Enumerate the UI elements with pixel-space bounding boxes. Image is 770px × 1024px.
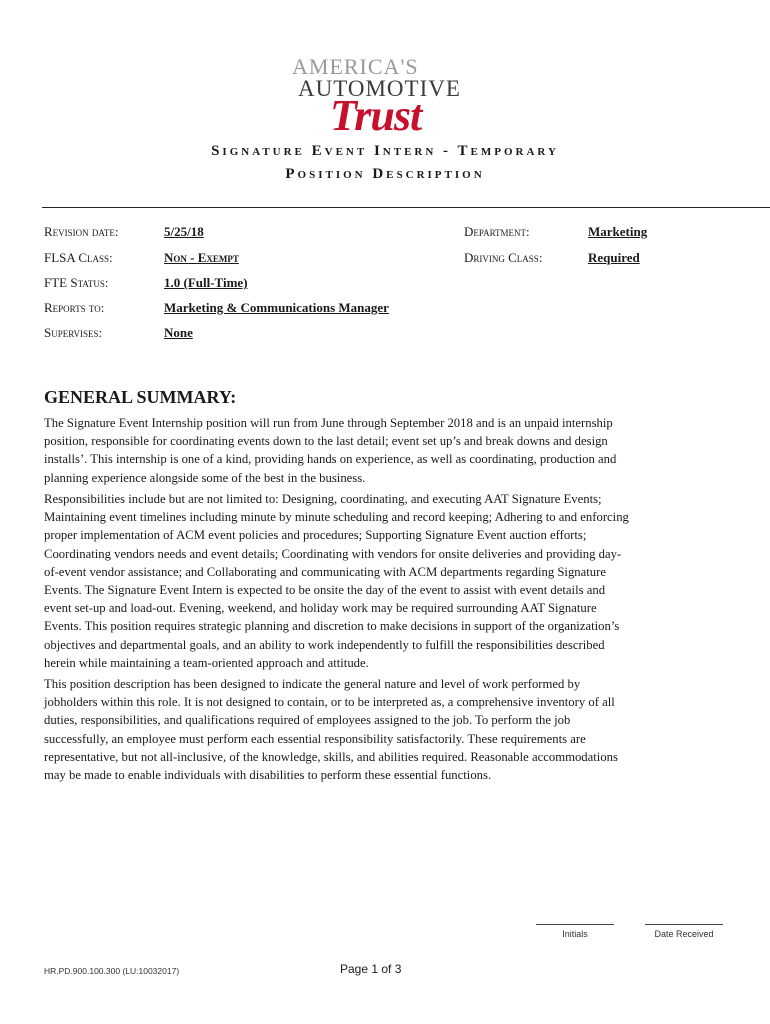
paragraph-line: of-event vendor assistance; and Collaborating and communicating with ACM departments regarding Signature (44, 564, 606, 579)
paragraph-line: planning experience alongside some of the best in the business. (44, 470, 366, 485)
paragraph-line: event set-up and load-out. Evening, weekend, and holiday work may be required surrounding AAT Signature (44, 601, 597, 616)
supervises-value: None (164, 325, 193, 340)
paragraph-line: successfully, an employee must perform each essential responsibility satisfactorily. These requirements are (44, 731, 586, 746)
paragraph-line: Maintaining event timelines including minute by minute scheduling and record keeping; Adhering to and enforcing (44, 510, 629, 525)
general-summary-heading: GENERAL SUMMARY: (44, 387, 237, 407)
driving-class-label: Driving Class: (464, 250, 543, 265)
logo-line-automotive: AUTOMOTIVE (298, 76, 461, 101)
paragraph-line: Responsibilities include but are not limited to: Designing, coordinating, and executing AAT Signature Events; (44, 492, 602, 506)
paragraph-line: Coordinating vendors needs and event details; Coordinating with vendors for onsite deliveries and providing day- (44, 546, 622, 561)
page-number: Page 1 of 3 (340, 962, 402, 976)
paragraph-line: installs’. This internship is one of a kind, providing hands on experience, as well as coordinating, production and (44, 452, 617, 467)
reports-to-label: Reports to: (44, 300, 105, 315)
summary-paragraph-1 (44, 414, 716, 487)
flsa-class-label: FLSA Class: (44, 250, 113, 265)
department-value: Marketing (588, 224, 648, 239)
date-received-line (645, 924, 723, 925)
paragraph-line: position, responsible for coordinating events down to the last detail; event set up’s and break downs and design (44, 434, 608, 449)
paragraph-line: duties, responsibilities, and qualifications required of employees assigned to the job. To perform the job (44, 713, 571, 728)
logo-line-americas: AMERICA'S (292, 54, 419, 79)
paragraph-line: Events. This position requires strategic planning and discretion to make decisions in support of the organization’s (44, 619, 620, 634)
revision-date-value: 5/25/18 (164, 224, 204, 239)
initials-label: Initials (562, 929, 588, 939)
logo-line-trust: Trust (330, 91, 422, 140)
date-received-field[interactable] (645, 924, 723, 944)
document-title-line2: Position Description (285, 166, 485, 182)
initials-field[interactable] (536, 924, 614, 944)
header-divider (42, 207, 770, 208)
reports-to-value: Marketing & Communications Manager (164, 300, 389, 315)
date-received-label: Date Received (654, 929, 714, 939)
summary-paragraph-2 (44, 490, 716, 672)
paragraph-line: Events. The Signature Event Intern is expected to be onsite the day of the event to assist with event details and (44, 583, 606, 598)
department-label: Department: (464, 224, 530, 239)
paragraph-line: This position description has been designed to indicate the general nature and level of work performed by (44, 677, 581, 691)
fte-status-value: 1.0 (Full-Time) (164, 275, 248, 290)
document-title-line1: Signature Event Intern - Temporary (211, 143, 559, 159)
company-logo (0, 50, 770, 140)
paragraph-line: objectives and departmental goals, and an ability to work independently to fulfill the responsibilities described (44, 637, 605, 652)
paragraph-line: proper implementation of ACM event policies and procedures; Supporting Signature Event auction efforts; (44, 528, 587, 543)
document-code: HR.PD.900.100.300 (LU:10032017) (44, 966, 180, 976)
paragraph-line: The Signature Event Internship position will run from June through September 2018 and is an unpaid internship (44, 416, 613, 430)
fte-status-label: FTE Status: (44, 275, 109, 290)
summary-paragraph-3 (44, 675, 716, 784)
paragraph-line: representative, but not all-inclusive, of the knowledge, skills, and abilities required. Reasonable accommodations (44, 749, 618, 764)
revision-date-label: Revision date: (44, 224, 119, 239)
driving-class-value: Required (588, 250, 640, 265)
paragraph-line: herein while maintaining a team-oriented approach and attitude. (44, 655, 369, 670)
initials-line (536, 924, 614, 925)
supervises-label: Supervises: (44, 325, 103, 340)
flsa-class-value: Non - Exempt (164, 250, 239, 265)
paragraph-line: jobholders within this role. It is not designed to contain, or to be interpreted as, a comprehensive inventory of all (44, 695, 615, 710)
paragraph-line: may be made to enable individuals with disabilities to perform these essential functions. (44, 768, 492, 783)
